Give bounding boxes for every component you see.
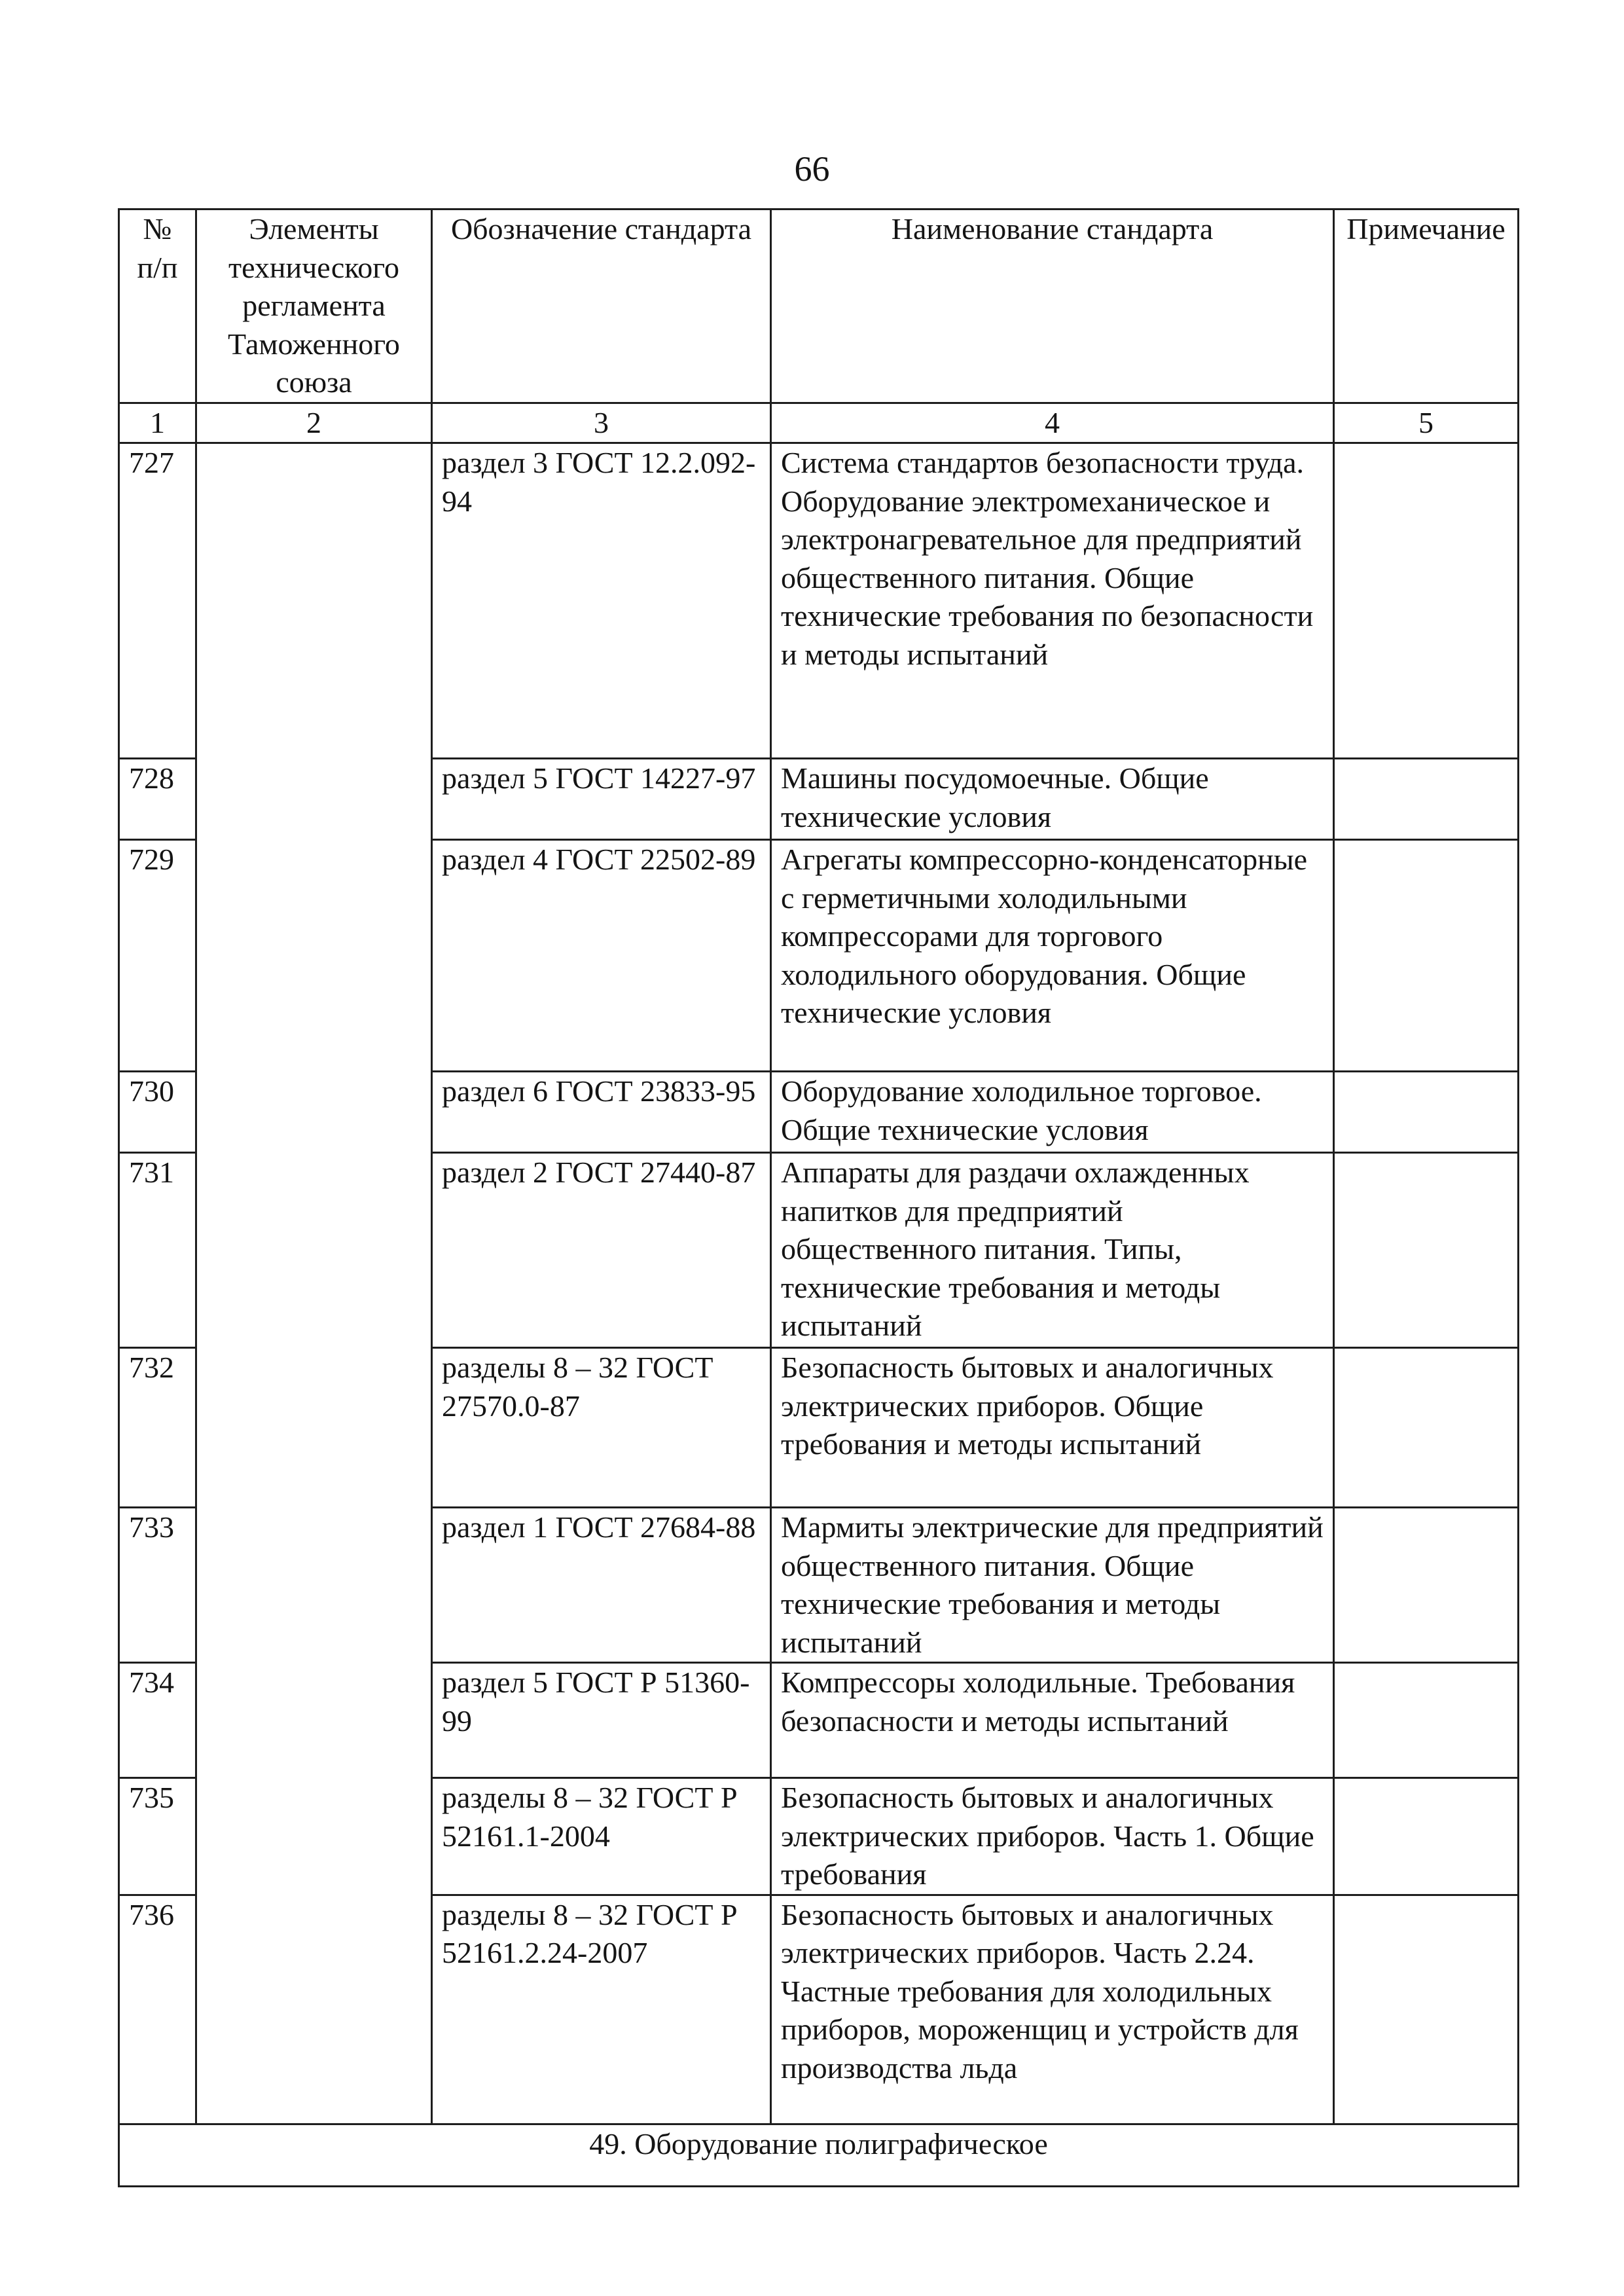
table-row	[119, 443, 1519, 759]
standards-table	[118, 208, 1519, 2187]
column-number: 1	[119, 403, 196, 443]
column-number: 3	[432, 403, 771, 443]
row-number: 731	[119, 1153, 196, 1348]
standard-name: Безопасность бытовых и аналогичных электрических приборов. Общие требования и методы испытаний	[771, 1348, 1334, 1508]
note-cell	[1334, 1072, 1519, 1153]
standard-name: Мармиты электрические для предприятий общественного питания. Общие технические требования и методы испытаний	[771, 1508, 1334, 1663]
page-number: 66	[794, 149, 830, 189]
section-heading-row	[119, 2124, 1519, 2186]
row-number: 732	[119, 1348, 196, 1508]
standard-name: Безопасность бытовых и аналогичных электрических приборов. Часть 1. Общие требования	[771, 1778, 1334, 1895]
row-number: 736	[119, 1895, 196, 2124]
note-cell	[1334, 1348, 1519, 1508]
standard-designation: раздел 5 ГОСТ Р 51360-99	[432, 1663, 771, 1778]
row-number: 735	[119, 1778, 196, 1895]
note-cell	[1334, 1778, 1519, 1895]
standard-name: Оборудование холодильное торговое. Общие технические условия	[771, 1072, 1334, 1153]
regulation-element-cell	[196, 443, 432, 2124]
standard-designation: разделы 8 – 32 ГОСТ Р 52161.1-2004	[432, 1778, 771, 1895]
table-header-row	[119, 210, 1519, 403]
column-number: 5	[1334, 403, 1519, 443]
standard-designation: раздел 2 ГОСТ 27440-87	[432, 1153, 771, 1348]
note-cell	[1334, 443, 1519, 759]
row-number: 729	[119, 840, 196, 1072]
standard-designation: раздел 3 ГОСТ 12.2.092-94	[432, 443, 771, 759]
standard-designation: раздел 6 ГОСТ 23833-95	[432, 1072, 771, 1153]
header-elements: Элементы технического регламента Таможенного союза	[196, 210, 432, 403]
column-numbers-row	[119, 403, 1519, 443]
header-note: Примечание	[1334, 210, 1519, 403]
standard-designation: раздел 5 ГОСТ 14227-97	[432, 759, 771, 840]
note-cell	[1334, 1153, 1519, 1348]
section-heading: 49. Оборудование полиграфическое	[119, 2124, 1519, 2186]
column-number: 4	[771, 403, 1334, 443]
note-cell	[1334, 840, 1519, 1072]
row-number: 733	[119, 1508, 196, 1663]
standard-name: Безопасность бытовых и аналогичных электрических приборов. Часть 2.24. Частные требования для холодильных приборов, мороженщиц и устройств для производства льда	[771, 1895, 1334, 2124]
row-number: 728	[119, 759, 196, 840]
standard-designation: раздел 4 ГОСТ 22502-89	[432, 840, 771, 1072]
column-number: 2	[196, 403, 432, 443]
row-number: 730	[119, 1072, 196, 1153]
note-cell	[1334, 1663, 1519, 1778]
standard-designation: раздел 1 ГОСТ 27684-88	[432, 1508, 771, 1663]
standard-name: Система стандартов безопасности труда. Оборудование электромеханическое и электронагревательное для предприятий общественного питания. Общие технические требования по безопасности и методы испытаний	[771, 443, 1334, 759]
standard-designation: разделы 8 – 32 ГОСТ 27570.0-87	[432, 1348, 771, 1508]
note-cell	[1334, 1895, 1519, 2124]
row-number: 727	[119, 443, 196, 759]
standard-name: Агрегаты компрессорно-конденсаторные с герметичными холодильными компрессорами для торгового холодильного оборудования. Общие технические условия	[771, 840, 1334, 1072]
row-number: 734	[119, 1663, 196, 1778]
note-cell	[1334, 759, 1519, 840]
standard-designation: разделы 8 – 32 ГОСТ Р 52161.2.24-2007	[432, 1895, 771, 2124]
header-designation: Обозначение стандарта	[432, 210, 771, 403]
standard-name: Аппараты для раздачи охлажденных напитков для предприятий общественного питания. Типы, технические требования и методы испытаний	[771, 1153, 1334, 1348]
header-standard-name: Наименование стандарта	[771, 210, 1334, 403]
header-number: № п/п	[119, 210, 196, 403]
note-cell	[1334, 1508, 1519, 1663]
standard-name: Машины посудомоечные. Общие технические условия	[771, 759, 1334, 840]
standard-name: Компрессоры холодильные. Требования безопасности и методы испытаний	[771, 1663, 1334, 1778]
